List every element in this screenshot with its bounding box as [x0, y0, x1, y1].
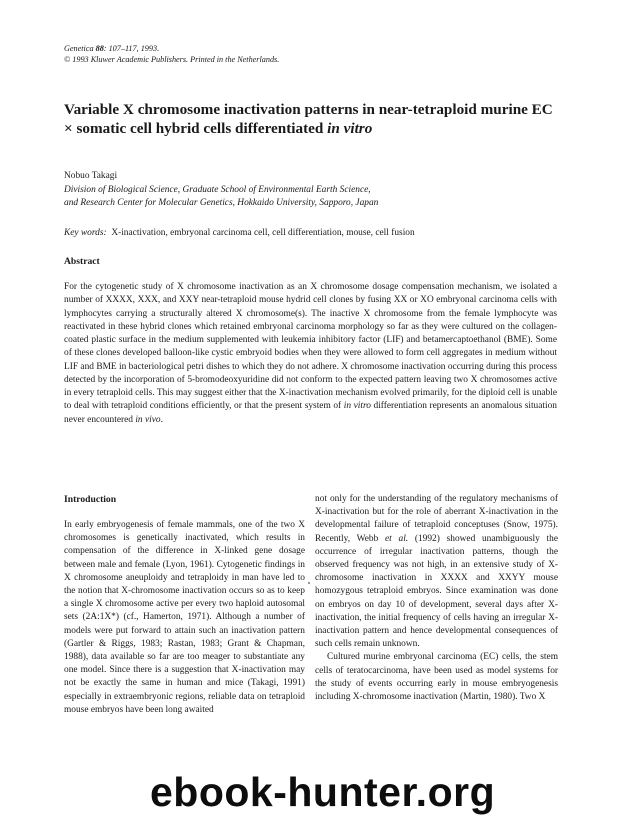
journal-volume-line	[64, 44, 279, 55]
intro-et-al: et al.	[385, 533, 409, 544]
keywords-label: Key words:	[64, 228, 107, 238]
copyright-line: © 1993 Kluwer Academic Publishers. Printed in the Netherlands.	[64, 54, 280, 64]
journal-name: Genetica	[64, 44, 94, 53]
journal-pages-year: : 107–117, 1993.	[103, 44, 160, 53]
affiliation-line-2: and Research Center for Molecular Genetics, Hokkaido University, Sapporo, Japan	[64, 198, 379, 208]
paper-title-main: Variable X chromosome inactivation patterns in near-tetraploid murine EC × somatic cell hybrid cells differentiated	[64, 101, 553, 137]
intro-paragraph-2-a: not only for the understanding of the regulatory mechanisms of X-inactivation but for the role of aberrant X-inactivation in the developmental failure of tetraploid conceptuses (Snow, 1975). Recently, Webb	[315, 494, 558, 544]
keywords-text: X-inactivation, embryonal carcinoma cell, cell differentiation, mouse, cell fusion	[111, 228, 415, 238]
introduction-right-column	[315, 493, 558, 704]
abstract-part-3: .	[160, 414, 163, 425]
journal-citation	[64, 44, 279, 65]
affiliation-line-1: Division of Biological Science, Graduate School of Environmental Earth Science,	[64, 185, 371, 195]
abstract-italic-2: in vivo	[135, 414, 161, 425]
abstract-part-2: differentiation represents an anomalous situation never encountered	[64, 401, 557, 425]
abstract-italic-1: in vitro	[343, 401, 371, 412]
keywords	[64, 227, 564, 239]
author-affiliation	[64, 184, 564, 210]
paper-title-italic: in vitro	[327, 120, 373, 137]
intro-paragraph-1: In early embryogenesis of female mammals, one of the two X chromosomes is genetically inactivated, which results in compensation of the difference in X-linked gene dosage between male and female (Lyon, 1961). Cytogenetic findings in X chromosome aneuploidy and tetraploidy in man have led to the notion that X-chromosome inactivation occurs so as to keep a single X chromosome active per every two haploid autosomal sets (2A:1X*) (cf., Hamerton, 1971). Although a number of models were put forward to attain such an inactivation pattern (Gartler & Riggs, 1983; Rastan, 1983; Grant & Chapman, 1988), data available so far are too meager to substantiate any one model. Since there is a suggestion that X-inactivation may not be exactly the same in human and mice (Takagi, 1991) especially in extraembryonic regions, reliable data on tetraploid mouse embryos have been long awaited	[64, 520, 305, 715]
watermark-text: ebook-hunter.org	[150, 769, 496, 815]
paper-title	[64, 100, 564, 138]
intro-paragraph-2	[315, 493, 558, 651]
journal-volume: 88	[95, 44, 104, 53]
abstract-heading: Abstract	[64, 256, 100, 267]
intro-paragraph-2-b: (1992) showed unambiguously the occurrence of irregular inactivation patterns, though the observed frequency was not high, in an extensive study of X-chromosome inactivation in XXXX and XXYY mouse homozygous tetraploid embryos. Since examination was done on embryos on day 10 of development, several days after X-inactivation, the initial frequency of cells having an irregular X-inactivation pattern and hence developmental consequences of such cells remain unknown.	[315, 533, 558, 650]
scan-speck	[308, 582, 310, 584]
intro-paragraph-3: Cultured murine embryonal carcinoma (EC) cells, the stem cells of teratocarcinoma, have been used as model systems for the study of events occurring early in mouse embryogenesis including X-chromosome inactivation (Martin, 1980). Two X	[315, 652, 558, 703]
abstract-part-1: For the cytogenetic study of X chromosome inactivation as an X chromosome dosage compensation mechanism, we isolated a number of XXXX, XXX, and XXY near-tetraploid mouse hydrid cell clones by fusing XX or XO embryonal carcinoma cells with lymphocytes carrying a structurally altered X chromosome(s). The inactive X chromosome from the female lymphocyte was reactivated in these hybrid clones which retained embryonal carcinoma morphology so far as they were cultured on the collagen-coated plastic surface in the medium supplemented with leukemia inhibitory factor (LIF) and betamercaptoethanol (BME). Some of these clones developed balloon-like cystic embryoid bodies when they were allowed to form cell aggregates in medium without LIF and BME in bacteriological petri dishes to which they do not adhere. X chromosome inactivation occurring during this process detected by the incorporation of 5-bromodeoxyuridine did not conform to the expected pattern leaving two X chromosomes active in every tetraploid cells. This may suggest either that the X-inactivation mechanism evolved primarily, for the diploid cell is unable to deal with tetraploid conditions efficiently, or that the present system of	[64, 282, 557, 412]
introduction-left-column	[64, 519, 305, 717]
introduction-heading: Introduction	[64, 494, 117, 505]
abstract-body	[64, 281, 557, 427]
author-name: Nobuo Takagi	[64, 171, 118, 181]
